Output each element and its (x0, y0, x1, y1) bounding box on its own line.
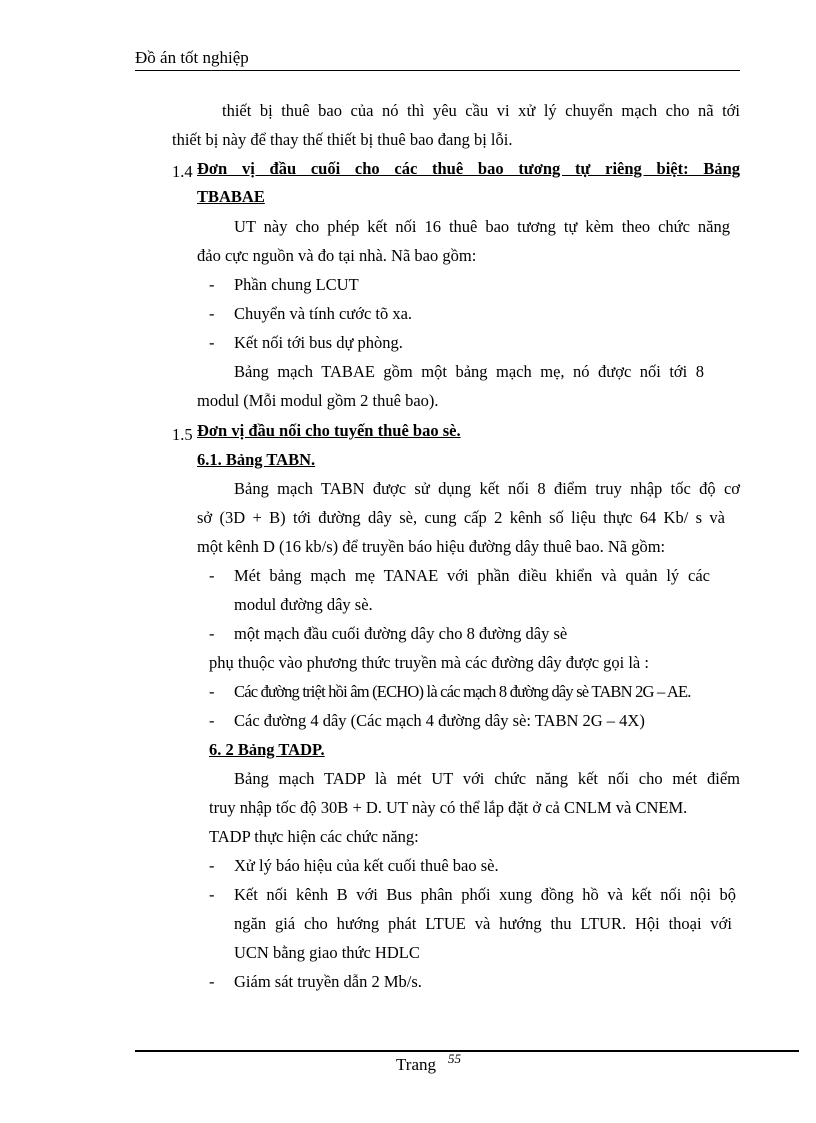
list-item-continued: ngăn giá cho hướng phát LTUE và hướng thu LTUR. Hội thoại với (234, 914, 732, 933)
paragraph-line: đảo cực nguồn và đo tại nhà. Nã bao gồm: (197, 246, 477, 265)
list-item: Xử lý báo hiệu của kết cuối thuê bao sè. (234, 856, 499, 875)
bullet-dash: - (209, 304, 215, 323)
list-item: Kết nối kênh B với Bus phân phối xung đồng hồ và kết nối nội bộ (234, 885, 736, 904)
list-item: Các đường 4 dây (Các mạch 4 đường dây sè: TABN 2G – 4X) (234, 711, 645, 730)
paragraph-line: phụ thuộc vào phương thức truyền mà các đường dây được gọi là : (209, 653, 649, 672)
list-item: Phần chung LCUT (234, 275, 359, 294)
bullet-dash: - (209, 682, 215, 701)
list-item-continued: modul đường dây sè. (234, 595, 373, 614)
subsection-heading: 6.1. Bảng TABN. (197, 450, 316, 469)
bullet-dash: - (209, 972, 215, 991)
paragraph-line: một kênh D (16 kb/s) để truyền báo hiệu đường dây thuê bao. Nã gồm: (197, 537, 666, 556)
bullet-dash: - (209, 333, 215, 352)
page-number: 55 (448, 1051, 461, 1066)
section-number: 1.5 (172, 425, 193, 444)
paragraph-line: thiết bị này để thay thế thiết bị thuê bao đang bị lỗi. (172, 130, 513, 149)
paragraph-line: Bảng mạch TADP là mét UT với chức năng kết nối cho mét điểm (234, 769, 740, 788)
subsection-heading: 6. 2 Bảng TADP. (209, 740, 325, 759)
footer-divider (135, 1050, 799, 1052)
paragraph-line: thiết bị thuê bao của nó thì yêu cầu vi xử lý chuyển mạch cho nã tới (222, 101, 740, 120)
section-heading: Đơn vị đầu nối cho tuyến thuê bao sè. (197, 421, 461, 440)
bullet-dash: - (209, 711, 215, 730)
paragraph-line: TADP thực hiện các chức năng: (209, 827, 419, 846)
list-item: Kết nối tới bus dự phòng. (234, 333, 403, 352)
paragraph-line: Bảng mạch TABN được sử dụng kết nối 8 điểm truy nhập tốc độ cơ (234, 479, 740, 498)
header-title: Đồ án tốt nghiệp (135, 48, 249, 67)
paragraph-line: truy nhập tốc độ 30B + D. UT này có thể lắp đặt ở cả CNLM và CNEM. (209, 798, 688, 817)
section-number: 1.4 (172, 162, 193, 181)
paragraph-line: Bảng mạch TABAE gồm một bảng mạch mẹ, nó được nối tới 8 (234, 362, 704, 381)
list-item: Mét bảng mạch mẹ TANAE với phần điều khiển và quản lý các (234, 566, 710, 585)
list-item: một mạch đầu cuối đường dây cho 8 đường dây sè (234, 624, 568, 643)
bullet-dash: - (209, 885, 215, 904)
bullet-dash: - (209, 566, 215, 585)
bullet-dash: - (209, 624, 215, 643)
paragraph-line: modul (Mỗi modul gồm 2 thuê bao). (197, 391, 439, 410)
bullet-dash: - (209, 275, 215, 294)
section-heading: TBABAE (197, 187, 265, 206)
bullet-dash: - (209, 856, 215, 875)
page-header (135, 48, 740, 71)
section-heading: Đơn vị đầu cuối cho các thuê bao tương tự riêng biệt: Bảng (197, 159, 740, 178)
footer-label: Trang (396, 1055, 436, 1074)
list-item-continued: UCN bằng giao thức HDLC (234, 943, 420, 962)
list-item: Chuyển và tính cước tõ xa. (234, 304, 413, 323)
page-footer (396, 1051, 461, 1075)
paragraph-line: sở (3D + B) tới đường dây sè, cung cấp 2 kênh số liệu thực 64 Kb/ s và (197, 508, 725, 527)
paragraph-line: UT này cho phép kết nối 16 thuê bao tương tự kèm theo chức năng (234, 217, 730, 236)
list-item: Giám sát truyền dẫn 2 Mb/s. (234, 972, 422, 991)
list-item: Các đường triệt hồi âm (ECHO) là các mạch 8 đường dây sè TABN 2G – AE. (234, 682, 691, 701)
